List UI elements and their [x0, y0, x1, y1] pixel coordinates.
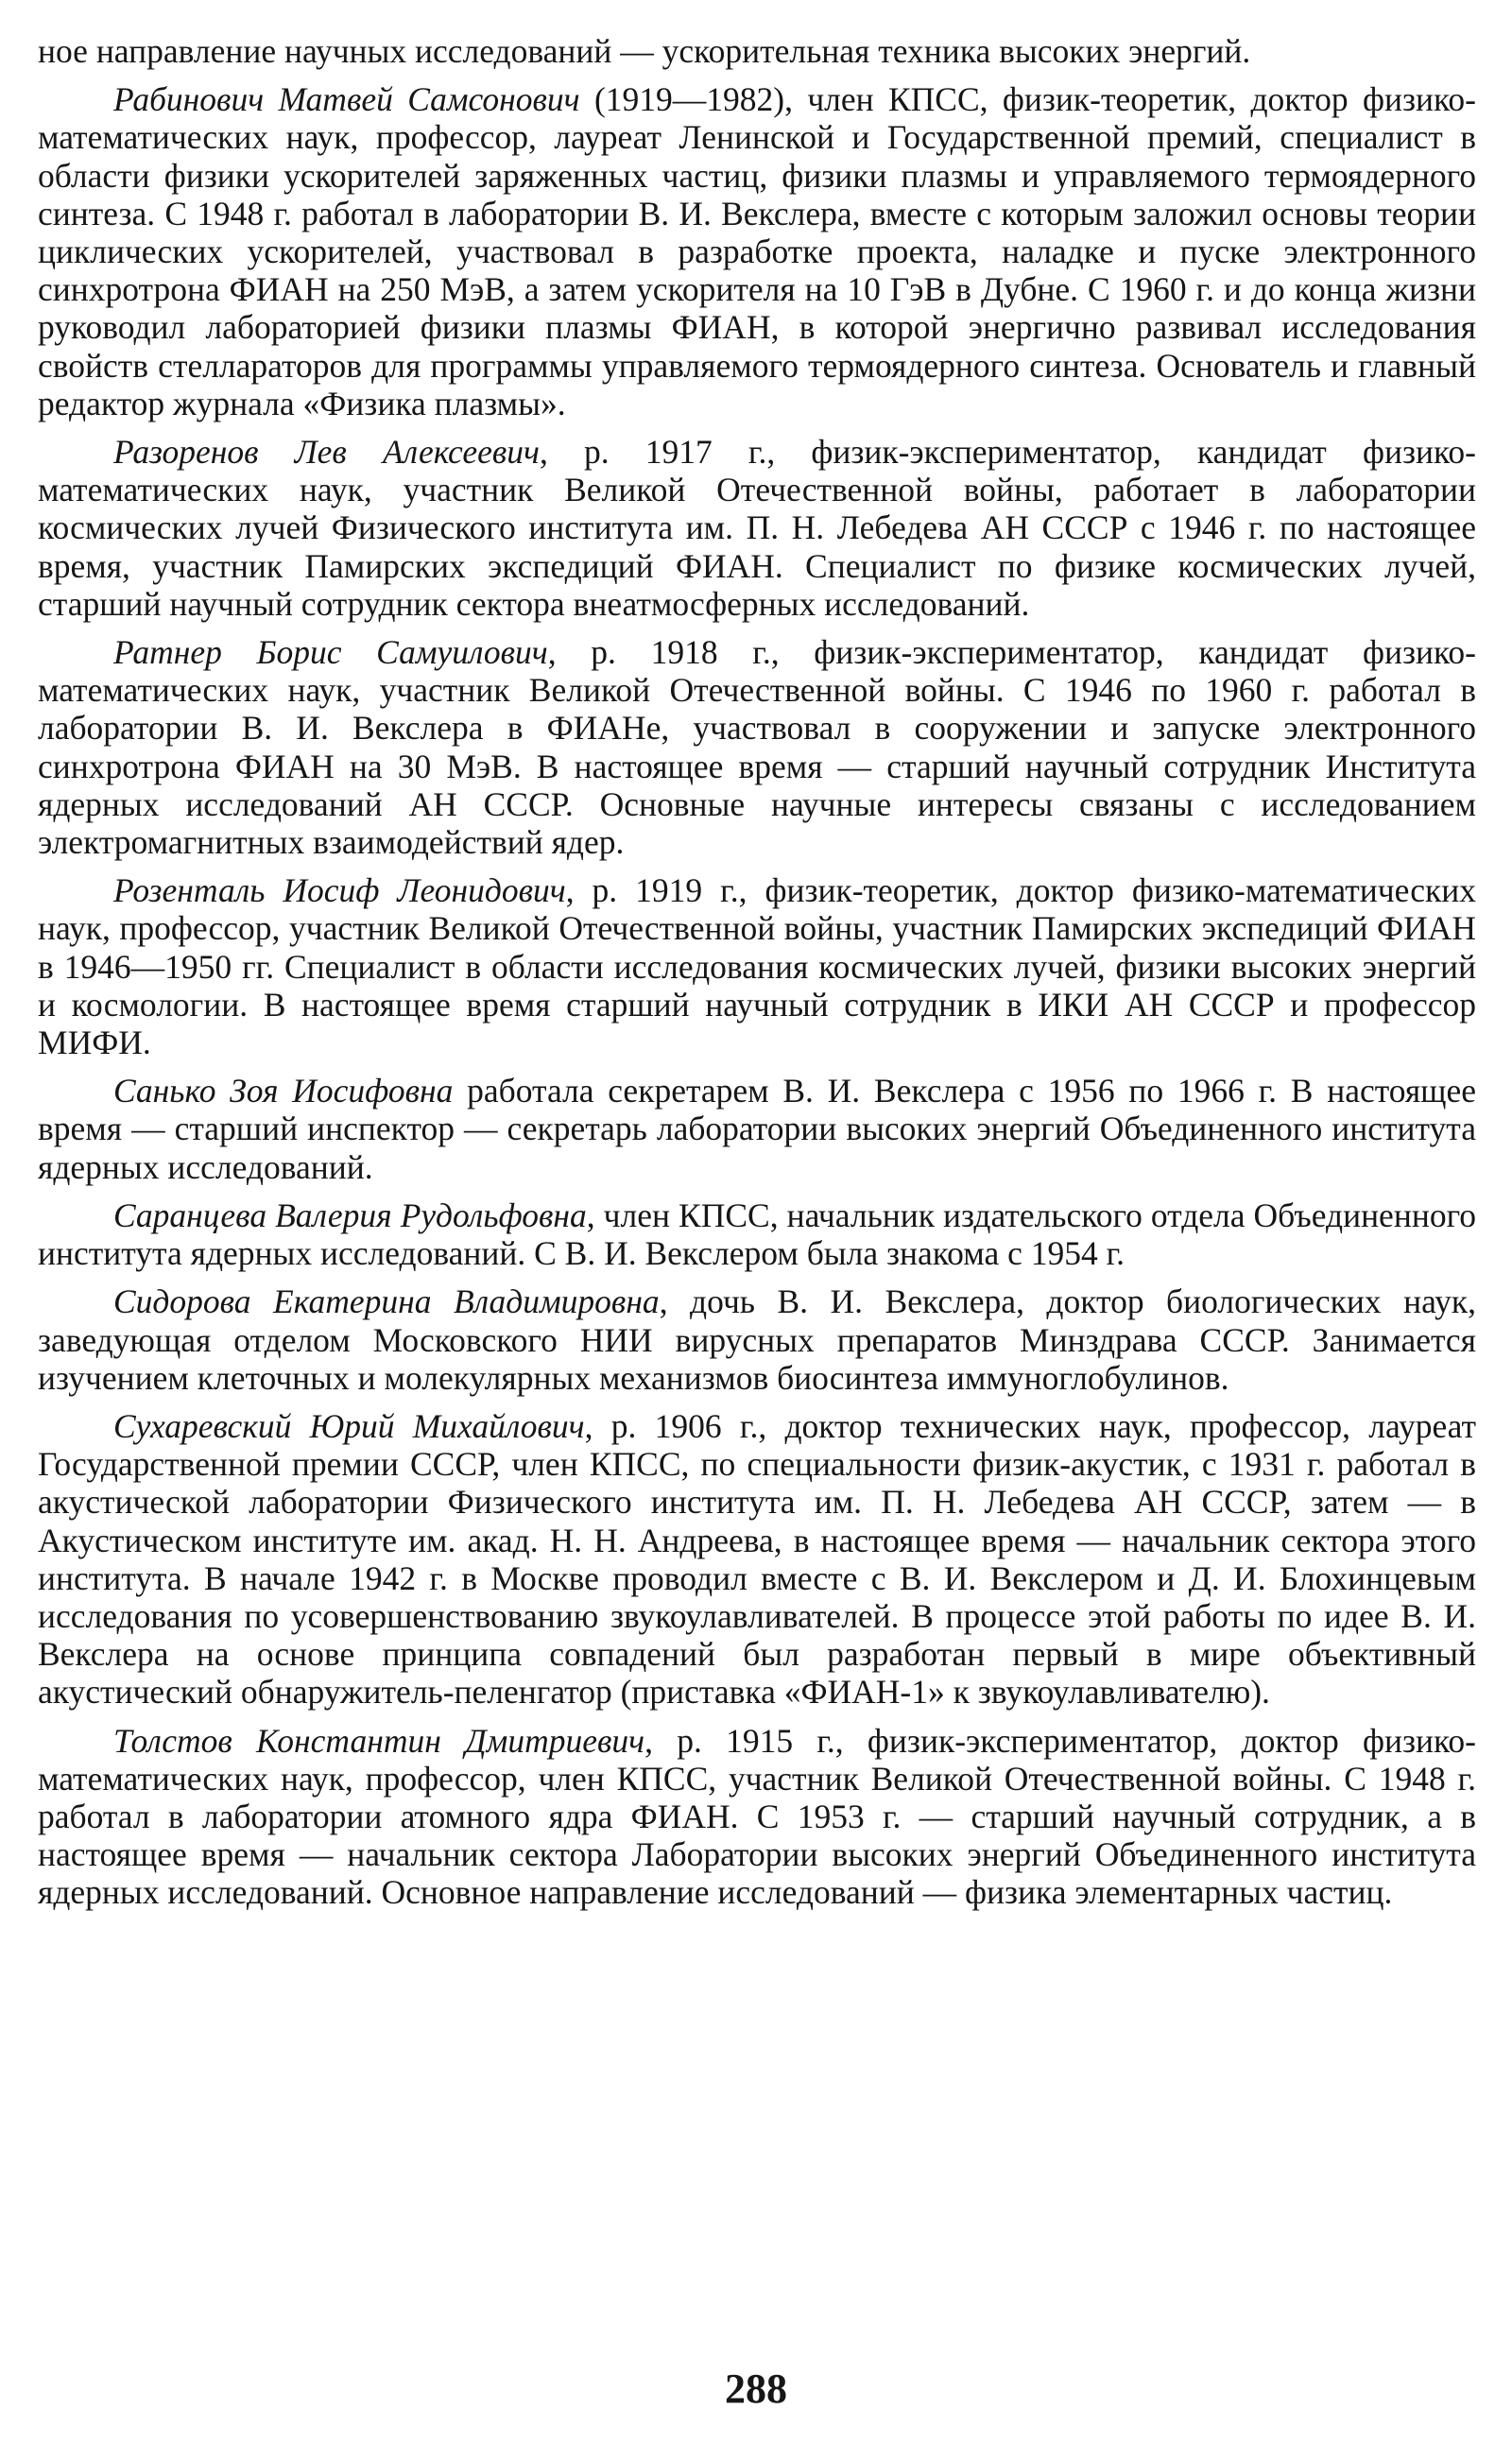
entry-text: , дочь В. И. Векслера, доктор биологических наук, заведующая отделом Московского НИИ вирусных препаратов Минздрава СССР. Занимается изучением клеточных и молекулярных механизмов биосинтеза иммуноглобулинов. [38, 1282, 1476, 1397]
entry-name: Рабинович Матвей Самсонович [113, 80, 580, 119]
entry-name: Разоренов Лев Алексеевич [113, 433, 540, 472]
entry-tolstov [38, 1722, 1476, 1912]
entry-razorenov [38, 433, 1476, 623]
entry-text: , член КПСС, начальник издательского отдела Объединенного института ядерных исследований. С В. И. Векслером была знакома с 1954 г. [38, 1196, 1476, 1273]
entry-name: Саранцева Валерия Рудольфовна [113, 1196, 587, 1234]
entry-text: , р. 1919 г., физик-теоретик, доктор физико-математических наук, профессор, участник Великой Отечественной войны, участник Памирских экспедиций ФИАН в 1946—1950 гг. Специалист в области исследования космических лучей, физики высоких энергий и космологии. В настоящее время старший научный сотрудник в ИКИ АН СССР и профессор МИФИ. [38, 871, 1476, 1062]
entry-text: работала секретарем В. И. Векслера с 1956 по 1966 г. В настоящее время — старший инспектор — секретарь лаборатории высоких энергий Объединенного института ядерных исследований. [38, 1072, 1476, 1186]
entry-ratner [38, 633, 1476, 861]
entry-text: , р. 1917 г., физик-экспериментатор, кандидат физико-математических наук, участник Великой Отечественной войны, работает в лаборатории космических лучей Физического института им. П. Н. Лебедева АН СССР с 1946 г. по настоящее время, участник Памирских экспедиций ФИАН. Специалист по физике космических лучей, старший научный сотрудник сектора внеатмосферных исследований. [38, 433, 1476, 623]
page-body [38, 32, 1476, 1922]
entry-rozental [38, 871, 1476, 1061]
entry-text: , р. 1918 г., физик-экспериментатор, кандидат физико-математических наук, участник Великой Отечественной войны. С 1946 по 1960 г. работал в лаборатории В. И. Векслера в ФИАНе, участвовал в сооружении и запуске электронного синхротрона ФИАН на 30 МэВ. В настоящее время — старший научный сотрудник Института ядерных исследований АН СССР. Основные научные интересы связаны с исследованием электромагнитных взаимодействий ядер. [38, 633, 1476, 862]
entry-sukharevsky [38, 1407, 1476, 1712]
entry-name: Санько Зоя Иосифовна [113, 1072, 454, 1110]
entry-name: Сидорова Екатерина Владимировна [113, 1282, 660, 1321]
continuation-paragraph: ное направление научных исследований — ускорительная техника высоких энергий. [38, 32, 1251, 70]
entry-text: , р. 1906 г., доктор технических наук, профессор, лауреат Государственной премии СССР, член КПСС, по специальности физик-акустик, с 1931 г. работал в акустической лаборатории Физического института им. П. Н. Лебедева АН СССР, затем — в Акустическом институте им. акад. Н. Н. Андреева, в настоящее время — начальник сектора этого института. В начале 1942 г. в Москве проводил вместе с В. И. Векслером и Д. И. Блохинцевым исследования по усовершенствованию звукоулавливателей. В процессе этой работы по идее В. И. Векслера на основе принципа совпадений был разработан первый в мире объективный акустический обнаружитель-пеленгатор (приставка «ФИАН-1» к звукоулавливателю). [38, 1406, 1476, 1712]
entry-name: Розенталь Иосиф Леонидович [113, 871, 566, 910]
entry-sarantseva [38, 1196, 1476, 1272]
entry-name: Ратнер Борис Самуилович [113, 633, 548, 672]
entry-rabinovich [38, 80, 1476, 422]
entry-sanko [38, 1072, 1476, 1186]
entry-text: (1919—1982), член КПСС, физик-теоретик, доктор физико-математических наук, профессор, лауреат Ленинской и Государственной премий, специалист в области физики ускорителей заряженных частиц, физики плазмы и управляемого термоядерного синтеза. С 1948 г. работал в лаборатории В. И. Векслера, вместе с которым заложил основы теории циклических ускорителей, участвовал в разработке проекта, наладке и пуске электронного синхротрона ФИАН на 250 МэВ, а затем ускорителя на 10 ГэВ в Дубне. С 1960 г. и до конца жизни руководил лабораторией физики плазмы ФИАН, в которой энергично развивал исследования свойств стеллараторов для программы управляемого термоядерного синтеза. Основатель и главный редактор журнала «Физика плазмы». [38, 80, 1476, 422]
entry-name: Сухаревский Юрий Михайлович [113, 1406, 585, 1445]
entry-sidorova [38, 1282, 1476, 1397]
page-number: 288 [725, 2366, 787, 2412]
entry-text: , р. 1915 г., физик-экспериментатор, доктор физико-математических наук, профессор, член КПСС, участник Великой Отечественной войны. С 1948 г. работал в лаборатории атомного ядра ФИАН. С 1953 г. — старший научный сотрудник, а в настоящее время — начальник сектора Лаборатории высоких энергий Объединенного института ядерных исследований. Основное направление исследований — физика элементарных частиц. [38, 1721, 1477, 1912]
entry-name: Толстов Константин Дмитриевич [113, 1721, 645, 1760]
